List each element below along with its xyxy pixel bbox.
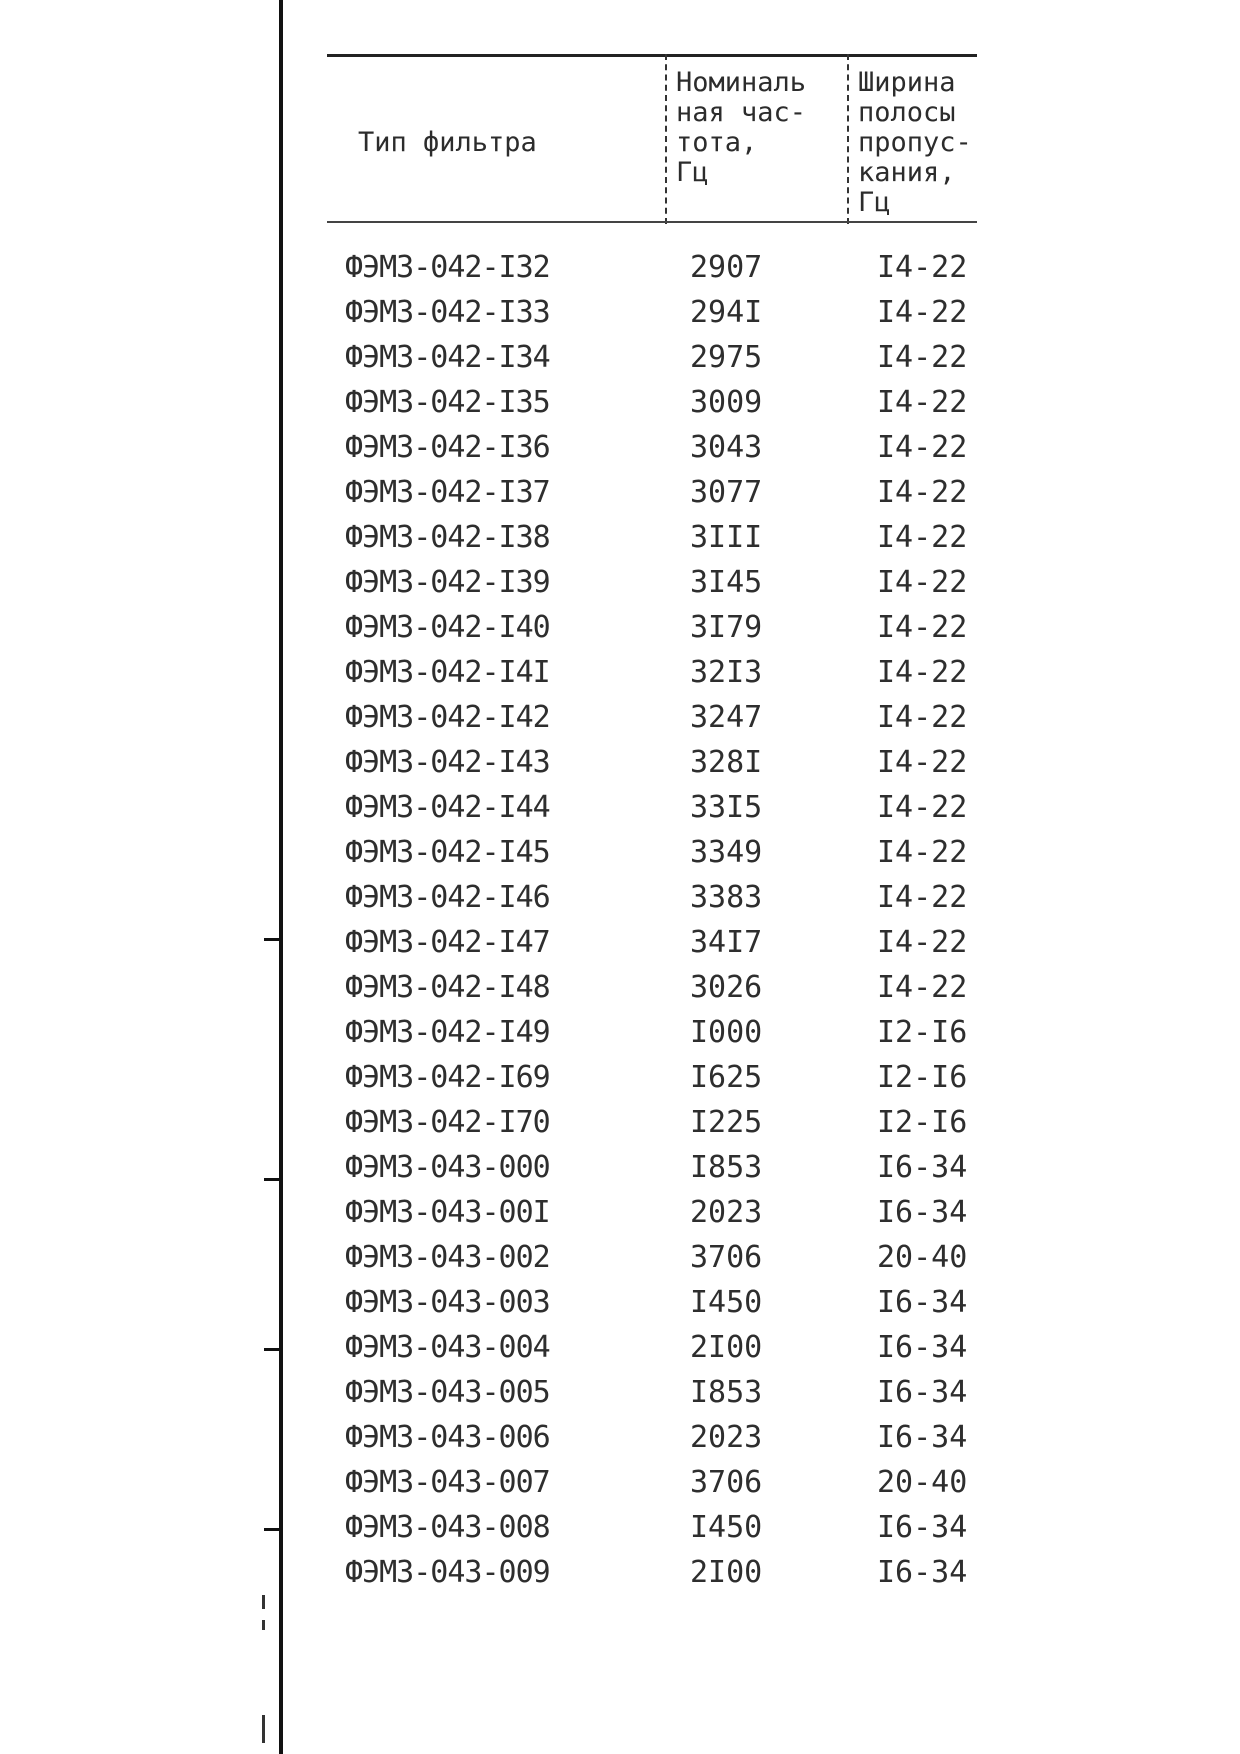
frequency-cell: I625: [690, 1060, 763, 1095]
column-separator: [665, 54, 667, 224]
frequency-cell: 2023: [690, 1195, 763, 1230]
frequency-cell: 2I00: [690, 1555, 763, 1590]
filter-type-cell: ФЭМЗ-042-I42: [345, 700, 550, 735]
filter-type-cell: ФЭМЗ-042-I48: [345, 970, 550, 1005]
column-separator: [847, 54, 849, 224]
bandwidth-cell: I4-22: [877, 295, 968, 330]
bandwidth-cell: I4-22: [877, 745, 968, 780]
table-row: [0, 1055, 1240, 1100]
frequency-cell: 3043: [690, 430, 763, 465]
bandwidth-cell: I6-34: [877, 1285, 968, 1320]
bandwidth-cell: 20-40: [877, 1465, 968, 1500]
frequency-cell: 3I45: [690, 565, 763, 600]
bandwidth-cell: I2-I6: [877, 1105, 968, 1140]
bandwidth-cell: I4-22: [877, 880, 968, 915]
table-row: [0, 425, 1240, 470]
filter-type-cell: ФЭМЗ-043-003: [345, 1285, 550, 1320]
frequency-cell: 2975: [690, 340, 763, 375]
frequency-cell: 3349: [690, 835, 763, 870]
filter-type-cell: ФЭМЗ-042-I69: [345, 1060, 550, 1095]
frequency-cell: I853: [690, 1375, 763, 1410]
margin-mark: [262, 1595, 265, 1609]
filter-type-cell: ФЭМЗ-042-I44: [345, 790, 550, 825]
table-row: [0, 1370, 1240, 1415]
table-row: [0, 245, 1240, 290]
filter-type-cell: ФЭМЗ-042-I4I: [345, 655, 550, 690]
bandwidth-cell: I4-22: [877, 835, 968, 870]
table-row: [0, 650, 1240, 695]
filter-type-cell: ФЭМЗ-042-I47: [345, 925, 550, 960]
frequency-cell: I225: [690, 1105, 763, 1140]
bandwidth-cell: I6-34: [877, 1195, 968, 1230]
frequency-cell: 3706: [690, 1240, 763, 1275]
table-row: [0, 1145, 1240, 1190]
bandwidth-cell: I2-I6: [877, 1060, 968, 1095]
table-row: [0, 1280, 1240, 1325]
filter-type-cell: ФЭМЗ-042-I40: [345, 610, 550, 645]
table-row: [0, 1190, 1240, 1235]
filter-type-cell: ФЭМЗ-042-I46: [345, 880, 550, 915]
frequency-cell: 3383: [690, 880, 763, 915]
table-row: [0, 515, 1240, 560]
filter-type-cell: ФЭМЗ-042-I36: [345, 430, 550, 465]
bandwidth-cell: 20-40: [877, 1240, 968, 1275]
table-row: [0, 1415, 1240, 1460]
frequency-cell: 2907: [690, 250, 763, 285]
filter-type-cell: ФЭМЗ-043-00I: [345, 1195, 550, 1230]
filter-type-cell: ФЭМЗ-042-I33: [345, 295, 550, 330]
frequency-cell: 3009: [690, 385, 763, 420]
margin-mark: [262, 1715, 265, 1743]
filter-type-cell: ФЭМЗ-043-002: [345, 1240, 550, 1275]
header-nominal-frequency: Номиналь ная час- тота, Гц: [676, 67, 807, 188]
filter-type-cell: ФЭМЗ-042-I39: [345, 565, 550, 600]
table-row: [0, 875, 1240, 920]
frequency-cell: I853: [690, 1150, 763, 1185]
frequency-cell: 2I00: [690, 1330, 763, 1365]
filter-type-cell: ФЭМЗ-042-I45: [345, 835, 550, 870]
bandwidth-cell: I6-34: [877, 1420, 968, 1455]
table-row: [0, 335, 1240, 380]
filter-type-cell: ФЭМЗ-043-006: [345, 1420, 550, 1455]
frequency-cell: 3247: [690, 700, 763, 735]
bandwidth-cell: I4-22: [877, 250, 968, 285]
frequency-cell: 2023: [690, 1420, 763, 1455]
filter-type-cell: ФЭМЗ-042-I38: [345, 520, 550, 555]
header-top-rule: [327, 54, 977, 57]
bandwidth-cell: I4-22: [877, 520, 968, 555]
bandwidth-cell: I4-22: [877, 655, 968, 690]
bandwidth-cell: I4-22: [877, 700, 968, 735]
table-row: [0, 695, 1240, 740]
filter-type-cell: ФЭМЗ-043-004: [345, 1330, 550, 1365]
table-row: [0, 830, 1240, 875]
filter-type-cell: ФЭМЗ-042-I37: [345, 475, 550, 510]
table-row: [0, 290, 1240, 335]
frequency-cell: 33I5: [690, 790, 763, 825]
filter-type-cell: ФЭМЗ-043-000: [345, 1150, 550, 1185]
table-row: [0, 1505, 1240, 1550]
table-row: [0, 1010, 1240, 1055]
filter-type-cell: ФЭМЗ-042-I43: [345, 745, 550, 780]
frequency-cell: I450: [690, 1510, 763, 1545]
frequency-cell: 294I: [690, 295, 763, 330]
bandwidth-cell: I4-22: [877, 475, 968, 510]
filter-type-cell: ФЭМЗ-043-009: [345, 1555, 550, 1590]
frequency-cell: 3077: [690, 475, 763, 510]
frequency-cell: I000: [690, 1015, 763, 1050]
filter-type-cell: ФЭМЗ-043-005: [345, 1375, 550, 1410]
bandwidth-cell: I4-22: [877, 430, 968, 465]
table-row: [0, 380, 1240, 425]
table-row: [0, 785, 1240, 830]
bandwidth-cell: I6-34: [877, 1555, 968, 1590]
header-bottom-rule: [327, 221, 977, 223]
table-row: [0, 560, 1240, 605]
header-filter-type: Тип фильтра: [358, 127, 537, 158]
bandwidth-cell: I6-34: [877, 1330, 968, 1365]
table-row: [0, 1460, 1240, 1505]
frequency-cell: 3I79: [690, 610, 763, 645]
table-row: [0, 740, 1240, 785]
filter-type-cell: ФЭМЗ-042-I70: [345, 1105, 550, 1140]
frequency-cell: 32I3: [690, 655, 763, 690]
table-row: [0, 1325, 1240, 1370]
frequency-cell: 34I7: [690, 925, 763, 960]
frequency-cell: 3III: [690, 520, 763, 555]
bandwidth-cell: I6-34: [877, 1150, 968, 1185]
table-row: [0, 1100, 1240, 1145]
table-row: [0, 1235, 1240, 1280]
filter-type-cell: ФЭМЗ-042-I32: [345, 250, 550, 285]
bandwidth-cell: I6-34: [877, 1375, 968, 1410]
filter-type-cell: ФЭМЗ-043-008: [345, 1510, 550, 1545]
bandwidth-cell: I4-22: [877, 565, 968, 600]
filter-type-cell: ФЭМЗ-043-007: [345, 1465, 550, 1500]
bandwidth-cell: I4-22: [877, 925, 968, 960]
filter-type-cell: ФЭМЗ-042-I35: [345, 385, 550, 420]
header-bandwidth: Ширина полосы пропус- кания, Гц: [858, 67, 972, 218]
table-row: [0, 920, 1240, 965]
table-row: [0, 965, 1240, 1010]
bandwidth-cell: I4-22: [877, 790, 968, 825]
bandwidth-cell: I4-22: [877, 970, 968, 1005]
margin-mark: [262, 1620, 265, 1630]
bandwidth-cell: I4-22: [877, 610, 968, 645]
bandwidth-cell: I2-I6: [877, 1015, 968, 1050]
filter-type-cell: ФЭМЗ-042-I34: [345, 340, 550, 375]
table-row: [0, 1550, 1240, 1595]
bandwidth-cell: I4-22: [877, 385, 968, 420]
frequency-cell: I450: [690, 1285, 763, 1320]
filter-type-cell: ФЭМЗ-042-I49: [345, 1015, 550, 1050]
frequency-cell: 3706: [690, 1465, 763, 1500]
bandwidth-cell: I6-34: [877, 1510, 968, 1545]
frequency-cell: 328I: [690, 745, 763, 780]
bandwidth-cell: I4-22: [877, 340, 968, 375]
frequency-cell: 3026: [690, 970, 763, 1005]
table-row: [0, 470, 1240, 515]
table-row: [0, 605, 1240, 650]
